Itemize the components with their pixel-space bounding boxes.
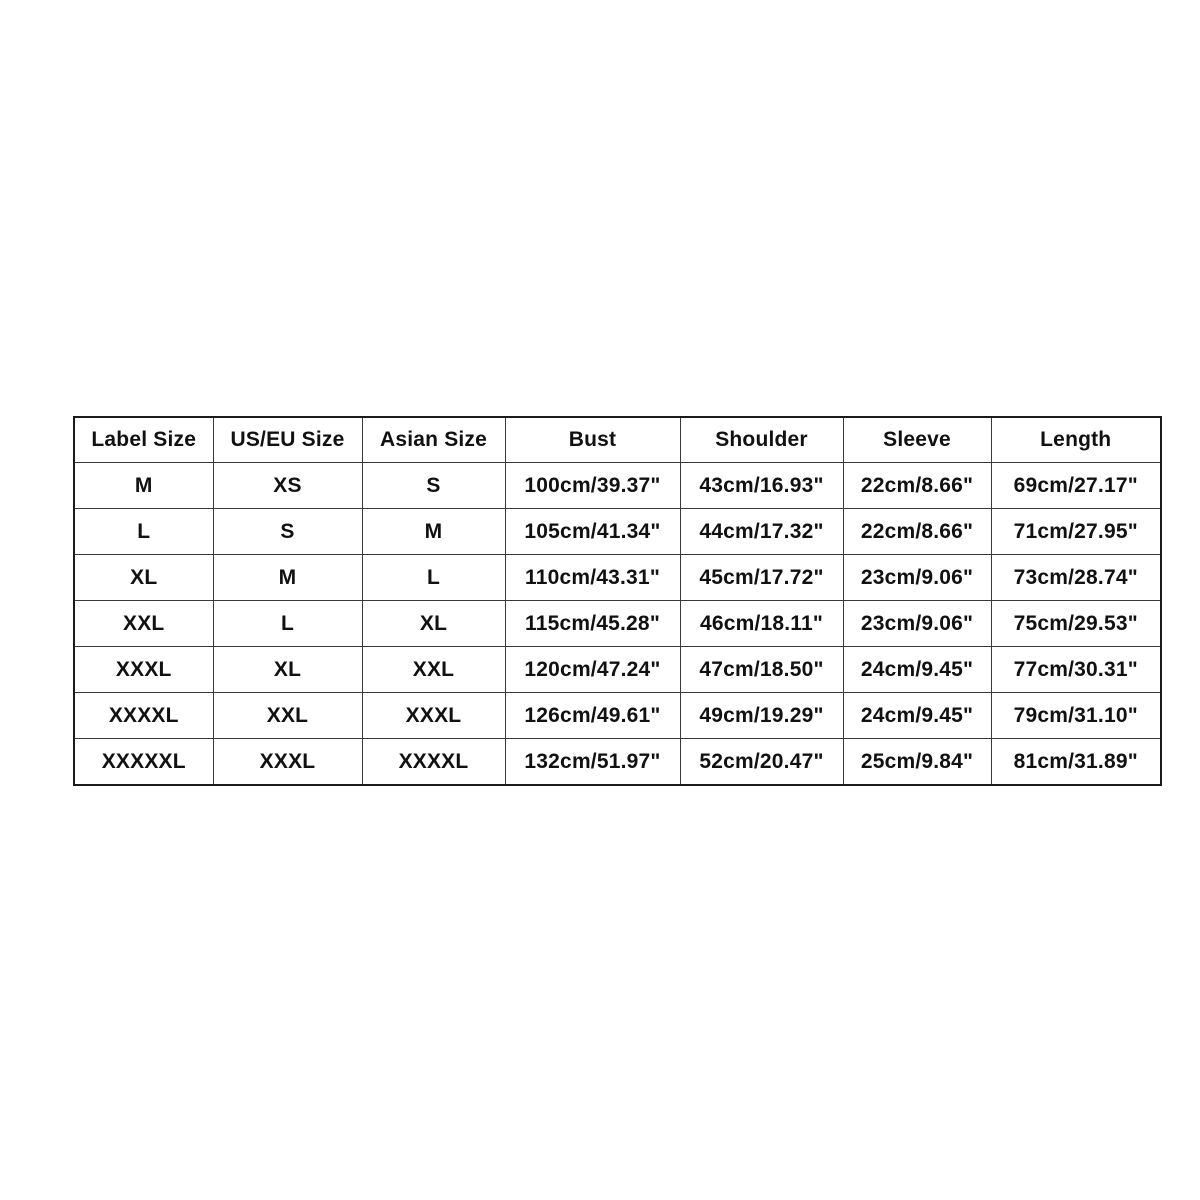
cell-sleeve: 23cm/9.06" (843, 555, 991, 601)
cell-length: 79cm/31.10" (991, 693, 1161, 739)
cell-sleeve: 22cm/8.66" (843, 463, 991, 509)
cell-shoulder: 44cm/17.32" (680, 509, 843, 555)
cell-shoulder: 49cm/19.29" (680, 693, 843, 739)
table-row (74, 739, 1161, 786)
table-row (74, 647, 1161, 693)
cell-us-eu-size: XXXL (213, 739, 362, 786)
header-label-size: Label Size (74, 417, 213, 463)
cell-length: 69cm/27.17" (991, 463, 1161, 509)
cell-us-eu-size: S (213, 509, 362, 555)
cell-sleeve: 22cm/8.66" (843, 509, 991, 555)
cell-shoulder: 43cm/16.93" (680, 463, 843, 509)
cell-bust: 126cm/49.61" (505, 693, 680, 739)
cell-length: 71cm/27.95" (991, 509, 1161, 555)
table-row (74, 509, 1161, 555)
cell-label-size: XL (74, 555, 213, 601)
table-row (74, 693, 1161, 739)
size-chart-table (73, 416, 1162, 786)
cell-us-eu-size: M (213, 555, 362, 601)
header-bust: Bust (505, 417, 680, 463)
cell-length: 73cm/28.74" (991, 555, 1161, 601)
cell-us-eu-size: XL (213, 647, 362, 693)
cell-asian-size: M (362, 509, 505, 555)
cell-asian-size: XL (362, 601, 505, 647)
cell-label-size: XXXL (74, 647, 213, 693)
header-row (74, 417, 1161, 463)
cell-shoulder: 47cm/18.50" (680, 647, 843, 693)
cell-sleeve: 25cm/9.84" (843, 739, 991, 786)
header-sleeve: Sleeve (843, 417, 991, 463)
cell-length: 75cm/29.53" (991, 601, 1161, 647)
header-asian-size: Asian Size (362, 417, 505, 463)
cell-asian-size: L (362, 555, 505, 601)
cell-asian-size: XXL (362, 647, 505, 693)
cell-bust: 115cm/45.28" (505, 601, 680, 647)
cell-asian-size: S (362, 463, 505, 509)
cell-sleeve: 24cm/9.45" (843, 647, 991, 693)
cell-asian-size: XXXL (362, 693, 505, 739)
cell-bust: 105cm/41.34" (505, 509, 680, 555)
cell-bust: 100cm/39.37" (505, 463, 680, 509)
header-us-eu-size: US/EU Size (213, 417, 362, 463)
cell-label-size: L (74, 509, 213, 555)
cell-length: 77cm/30.31" (991, 647, 1161, 693)
cell-bust: 132cm/51.97" (505, 739, 680, 786)
header-length: Length (991, 417, 1161, 463)
cell-bust: 120cm/47.24" (505, 647, 680, 693)
cell-shoulder: 46cm/18.11" (680, 601, 843, 647)
table-row (74, 601, 1161, 647)
cell-asian-size: XXXXL (362, 739, 505, 786)
cell-sleeve: 23cm/9.06" (843, 601, 991, 647)
cell-shoulder: 52cm/20.47" (680, 739, 843, 786)
cell-label-size: M (74, 463, 213, 509)
cell-us-eu-size: L (213, 601, 362, 647)
table-row (74, 463, 1161, 509)
cell-label-size: XXXXL (74, 693, 213, 739)
table-row (74, 555, 1161, 601)
cell-bust: 110cm/43.31" (505, 555, 680, 601)
cell-us-eu-size: XS (213, 463, 362, 509)
cell-sleeve: 24cm/9.45" (843, 693, 991, 739)
cell-label-size: XXL (74, 601, 213, 647)
cell-label-size: XXXXXL (74, 739, 213, 786)
header-shoulder: Shoulder (680, 417, 843, 463)
cell-length: 81cm/31.89" (991, 739, 1161, 786)
cell-shoulder: 45cm/17.72" (680, 555, 843, 601)
cell-us-eu-size: XXL (213, 693, 362, 739)
